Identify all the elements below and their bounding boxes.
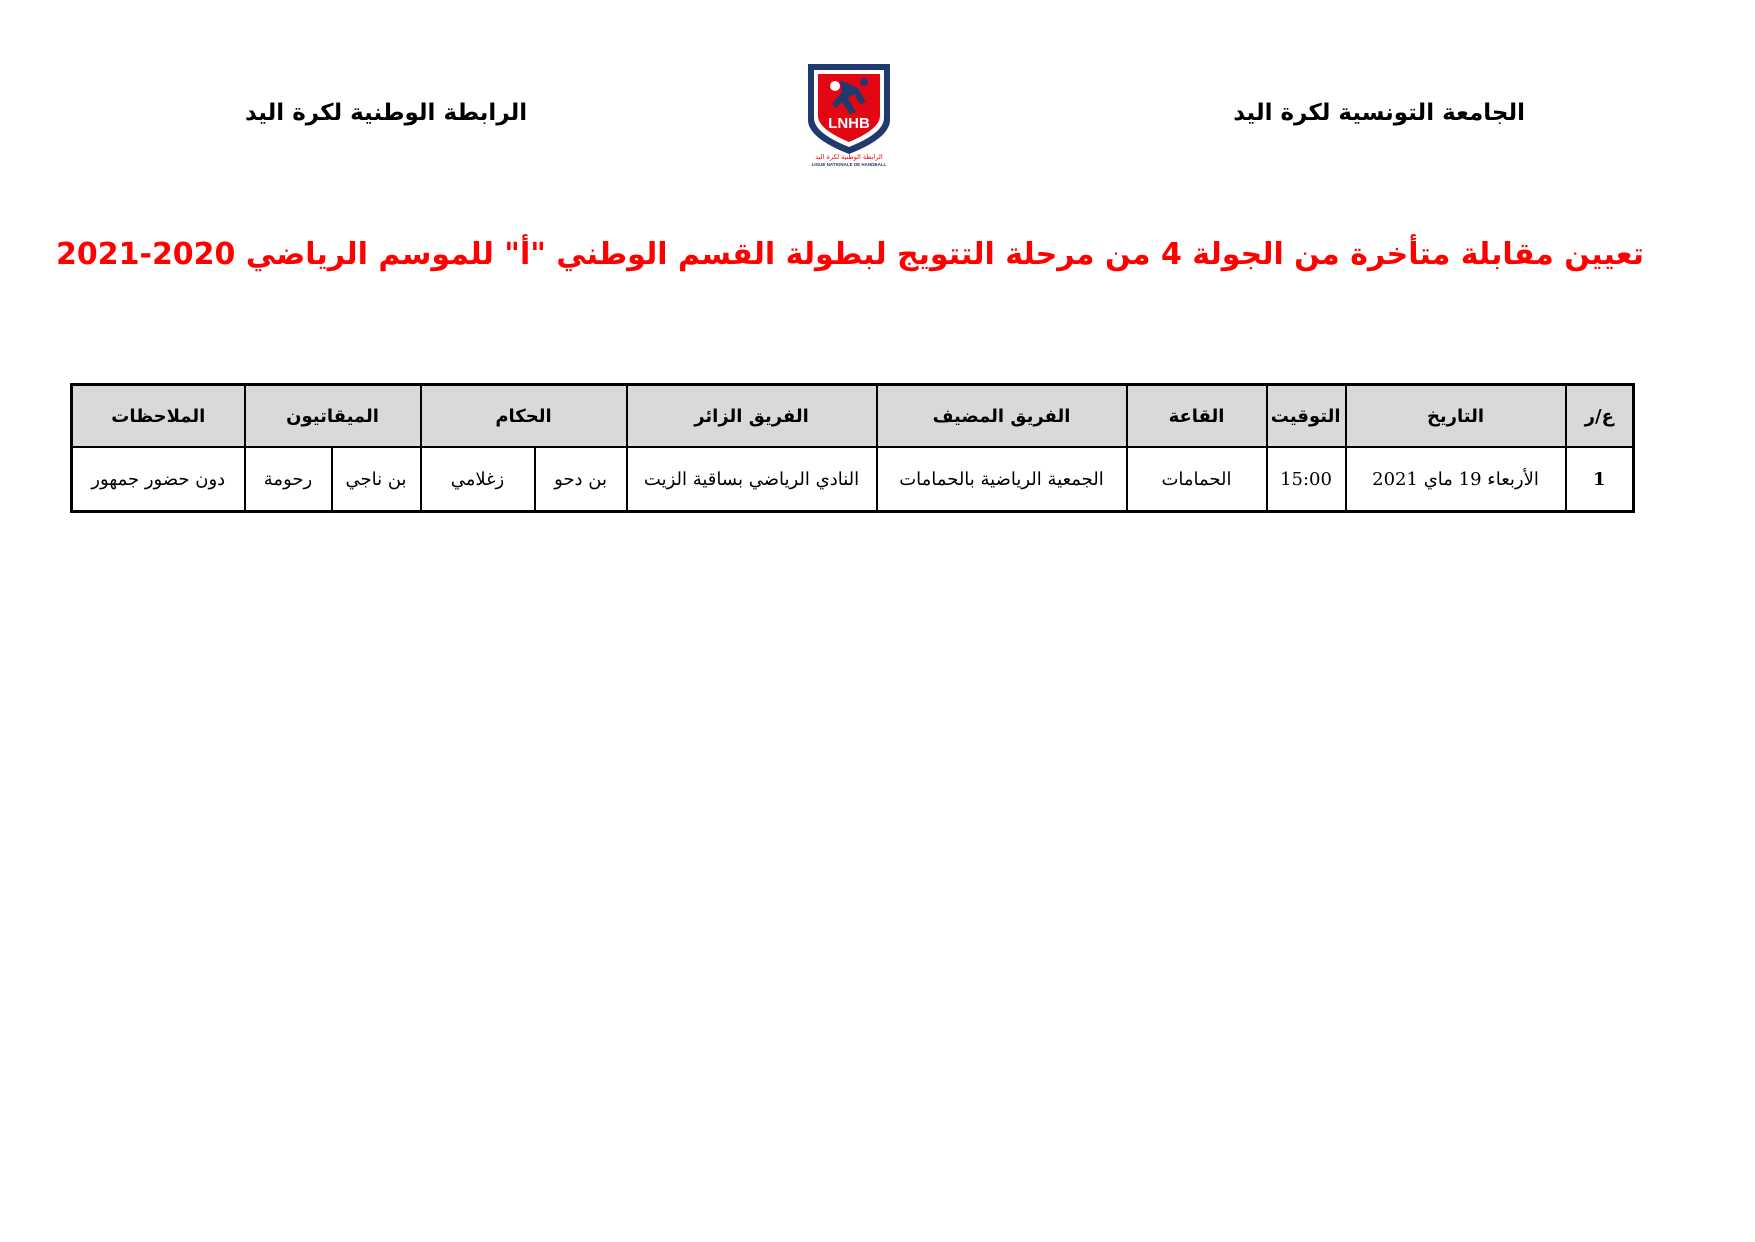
col-away-team: الفريق الزائر xyxy=(627,385,877,448)
cell-timekeeper-1: بن ناجي xyxy=(332,447,421,512)
col-time: التوقيت xyxy=(1267,385,1346,448)
cell-referee-2: زغلامي xyxy=(421,447,535,512)
col-num: ع/ر xyxy=(1566,385,1634,448)
cell-notes: دون حضور جمهور xyxy=(72,447,245,512)
col-home-team: الفريق المضيف xyxy=(877,385,1127,448)
col-referees: الحكام xyxy=(421,385,627,448)
cell-num: 1 xyxy=(1566,447,1634,512)
logo-text: LNHB xyxy=(828,115,870,132)
match-schedule-table xyxy=(70,383,1635,513)
col-notes: الملاحظات xyxy=(72,385,245,448)
cell-away-team: النادي الرياضي بساقية الزيت xyxy=(627,447,877,512)
cell-date: الأربعاء 19 ماي 2021 xyxy=(1346,447,1566,512)
table-row xyxy=(72,447,1634,512)
cell-referee-1: بن دحو xyxy=(535,447,627,512)
cell-home-team: الجمعية الرياضية بالحمامات xyxy=(877,447,1127,512)
col-hall: القاعة xyxy=(1127,385,1267,448)
logo-subtitle-fr: LIGUE NATIONALE DE HANDBALL xyxy=(811,162,887,167)
cell-timekeeper-2: رحومة xyxy=(245,447,332,512)
col-timekeepers: الميقاتيون xyxy=(245,385,421,448)
cell-time: 15:00 xyxy=(1267,447,1346,512)
logo-subtitle-ar: الرابطة الوطنية لكرة اليد xyxy=(815,153,883,161)
lnhb-logo xyxy=(800,58,898,168)
page-title: تعيين مقابلة متأخرة من الجولة 4 من مرحلة التتويج لبطولة القسم الوطني "أ" للموسم الرياضي 2020-2021 xyxy=(55,237,1644,272)
table-header-row xyxy=(72,385,1634,448)
cell-hall: الحمامات xyxy=(1127,447,1267,512)
federation-name: الجامعة التونسية لكرة اليد xyxy=(1233,100,1525,126)
league-name: الرابطة الوطنية لكرة اليد xyxy=(245,100,528,126)
col-date: التاريخ xyxy=(1346,385,1566,448)
